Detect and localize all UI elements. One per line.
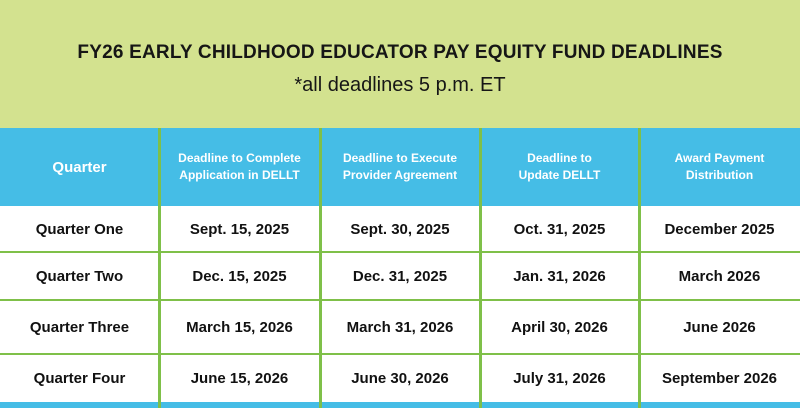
table-cell: Sept. 30, 2025 <box>350 220 450 238</box>
table-cell: June 2026 <box>683 318 756 336</box>
table-cell: March 15, 2026 <box>186 318 293 336</box>
table-cell: April 30, 2026 <box>511 318 608 336</box>
table-cell: September 2026 <box>661 369 778 387</box>
table-cell: March 2026 <box>678 267 761 285</box>
table-cell: December 2025 <box>664 220 775 238</box>
page-subtitle: *all deadlines 5 p.m. ET <box>294 74 506 96</box>
header-update-dellt: Deadline to Update DELLT <box>518 151 601 182</box>
deadlines-table <box>0 128 800 408</box>
header-payment-distribution: Award Payment Distribution <box>674 151 765 182</box>
row-quarter-label: Quarter Three <box>29 318 130 336</box>
title-banner <box>0 0 800 128</box>
table-cell: Dec. 15, 2025 <box>192 267 287 285</box>
header-quarter: Quarter <box>52 158 107 176</box>
table-cell: Dec. 31, 2025 <box>352 267 448 285</box>
table-cell: Oct. 31, 2025 <box>513 220 606 238</box>
table-cell: July 31, 2026 <box>513 369 606 387</box>
table-cell: March 31, 2026 <box>346 318 454 336</box>
page-title: FY26 EARLY CHILDHOOD EDUCATOR PAY EQUITY FUND DEADLINES <box>77 42 723 63</box>
table-cell: Sept. 15, 2025 <box>189 220 290 238</box>
header-complete-application: Deadline to Complete Application in DELLT <box>178 151 301 182</box>
row-quarter-label: Quarter One <box>35 220 124 238</box>
table-cell: Jan. 31, 2026 <box>513 267 606 285</box>
table-cell: June 15, 2026 <box>190 369 289 387</box>
table-cell: June 30, 2026 <box>351 369 449 387</box>
header-execute-agreement: Deadline to Execute Provider Agreement <box>342 151 458 182</box>
table-footer-bar <box>0 402 800 408</box>
row-quarter-label: Quarter Four <box>33 369 126 387</box>
row-quarter-label: Quarter Two <box>35 267 124 285</box>
